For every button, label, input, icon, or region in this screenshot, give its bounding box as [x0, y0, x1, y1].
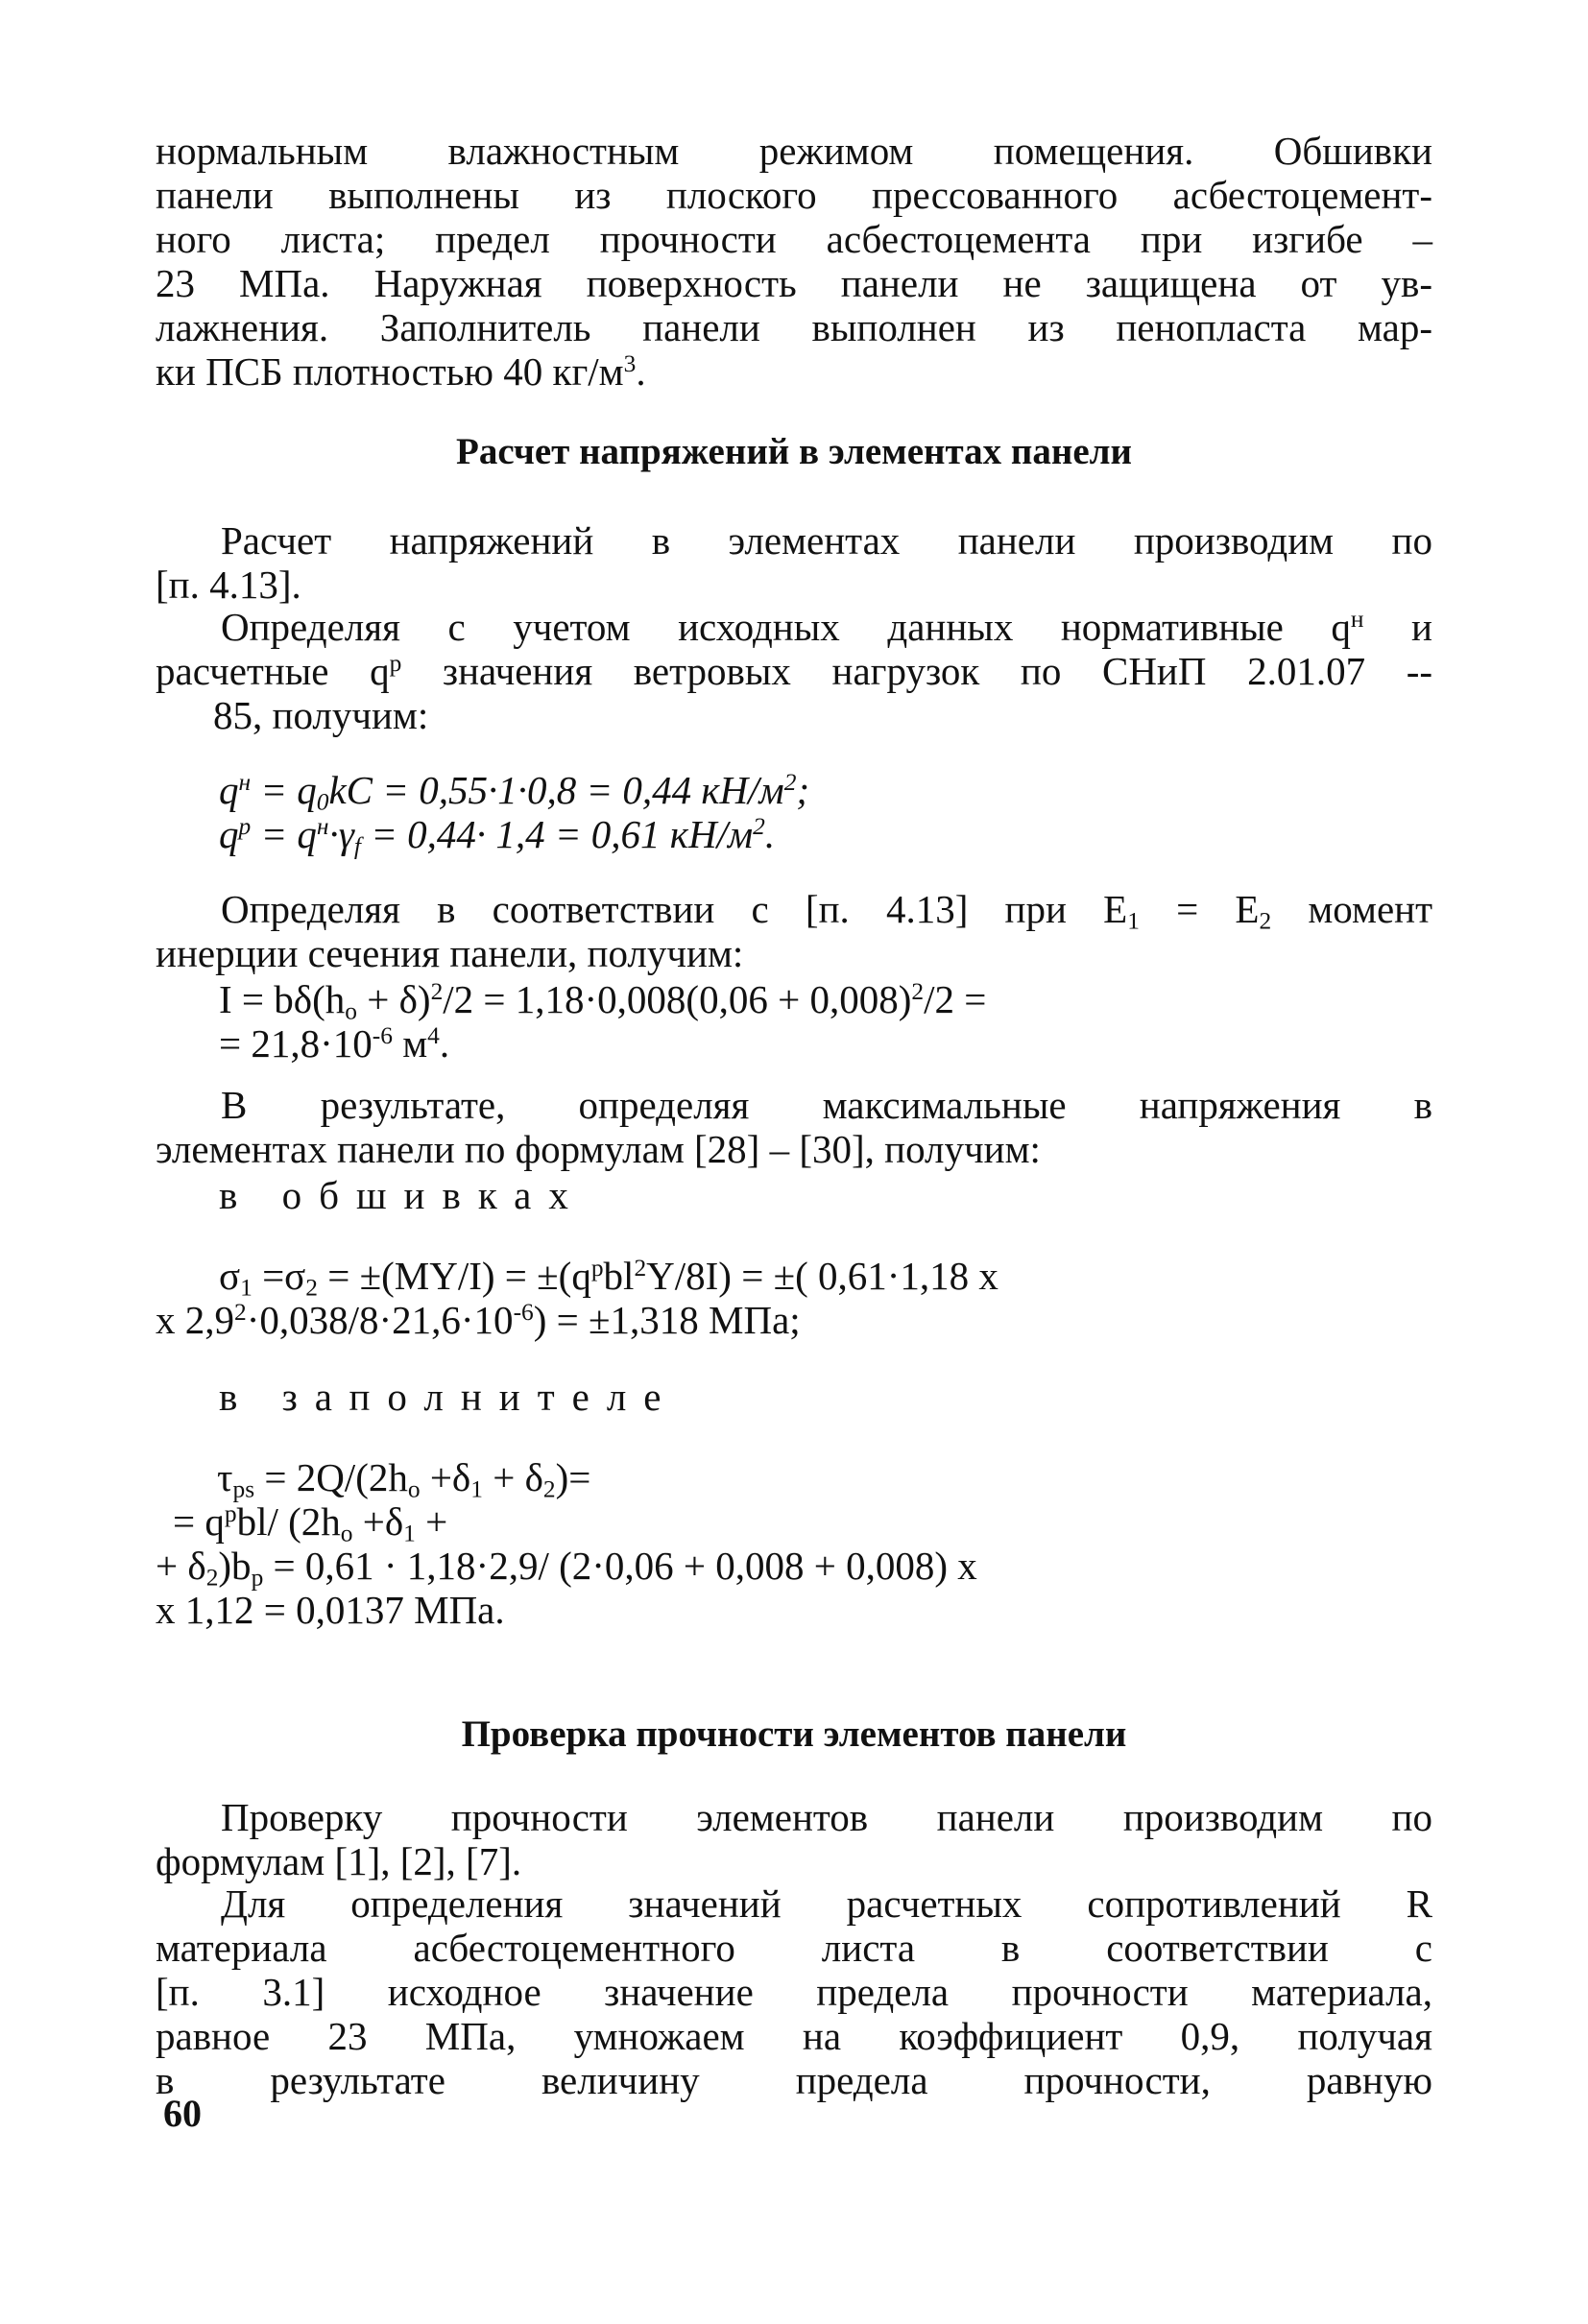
text-line: лажнения. Заполнитель панели выполнен из пенопласта мар-: [156, 305, 1432, 349]
paragraph-loads-line3: 85, получим:: [213, 693, 429, 737]
equation-shear-stress-line2: = $q^рbl/$ ($2h_o +\delta_1$ +: [173, 1499, 448, 1547]
paragraph-max-stress-line2: элементах панели по формулам [28] – [30], получим:: [156, 1127, 1041, 1171]
paragraph-inertia-line2: инерции сечения панели, получим:: [156, 931, 744, 975]
equation-moment-of-inertia: $I = b\delta(h_o + \delta)^2/2 = 1,18\cdot 0,008(0,06 + 0,008)^2/2$ =: [219, 977, 987, 1025]
text-line: [п. 3.1] исходное значение предела прочности материала,: [156, 1970, 1432, 2014]
paragraph-strength-check: [156, 1795, 1432, 1839]
text-line: Проверку прочности элементов панели производим по: [221, 1795, 1432, 1839]
intro-paragraph: [156, 129, 1432, 394]
paragraph-strength-check-line2: формулам [1], [2], [7].: [156, 1839, 522, 1883]
paragraph-max-stress: [156, 1083, 1432, 1127]
paragraph-stress-calc-end: [п. 4.13].: [156, 563, 301, 607]
label-skin: в обшивках: [219, 1173, 586, 1217]
text-line: Для определения значений расчетных сопротивлений R: [221, 1881, 1432, 1926]
paragraph-loads-line2: [156, 649, 1432, 693]
equation-moment-of-inertia-result: = $21,8\cdot 10^{-6}$ $м^4$.: [219, 1021, 450, 1066]
equation-shear-stress-result: x 1,12 = 0,0137 МПа.: [156, 1588, 505, 1632]
text-line: панели выполнены из плоского прессованного асбестоцемент-: [156, 173, 1432, 217]
text-line: нормальным влажностным режимом помещения. Обшивки: [156, 129, 1432, 173]
paragraph-inertia: [156, 887, 1433, 935]
text-line: равное 23 МПа, умножаем на коэффициент 0,9, получая: [156, 2014, 1432, 2058]
section-heading-stresses: Расчет напряжений в элементах панели: [456, 431, 1132, 472]
equation-design-load: $q^р = q^н\cdot\gamma_f = 0,44\cdot 1,4 = 0,61$ $кН/м^2$.: [219, 812, 776, 860]
label-filler: в заполнителе: [219, 1375, 679, 1419]
text-line: материала асбестоцементного листа в соответствии с: [156, 1926, 1432, 1970]
text-line: В результате, определяя максимальные напряжения в: [221, 1083, 1432, 1127]
text-line: 23 МПа. Наружная поверхность панели не защищена от ув-: [156, 261, 1432, 305]
paragraph-resistance-cont: [156, 1926, 1432, 2102]
text-line: ного листа; предел прочности асбестоцемента при изгибе –: [156, 217, 1432, 261]
equation-skin-stress: $\sigma_1 =\sigma_2 = \pm(MY/I) = \pm(q^рbl^2Y/8I)$ = ±( 0,61·1,18 x: [219, 1254, 999, 1302]
text-line: Определяя с учетом исходных данных нормативные $q^н$ и: [221, 605, 1432, 649]
page-number: 60: [163, 2092, 202, 2135]
text-line: Расчет напряжений в элементах панели производим по: [221, 518, 1432, 563]
equation-shear-stress: $\tau_{ps} = 2Q/(2h_o +\delta_1 + \delta_2)=$: [217, 1455, 591, 1503]
paragraph-resistance: [156, 1881, 1432, 1926]
section-heading-strength-check: Проверка прочности элементов панели: [461, 1713, 1127, 1755]
paragraph-stress-calc: [156, 518, 1432, 563]
equation-normative-load: $q^н = q_0kC = 0,55\cdot 1\cdot 0,8 = 0,44$ $кН/м^2$;: [219, 768, 810, 816]
equation-skin-stress-result: x $2,9^2\cdot 0,038/8\cdot 21,6\cdot 10^{-6}) = \pm 1,318$ МПа;: [156, 1298, 801, 1342]
text-line: в результате величину предела прочности, равную: [156, 2058, 1432, 2102]
text-line: Определяя в соответствии с [п. 4.13] при $E_1 = E_2$ момент: [221, 887, 1433, 935]
text-line: ки ПСБ плотностью 40 $кг/м^3$.: [156, 349, 646, 394]
text-line: расчетные $q^р$ значения ветровых нагрузок по СНиП 2.01.07 --: [156, 649, 1433, 693]
equation-shear-stress-line3: + $\delta_2)b_p = 0,61 \cdot 1,18\cdot 2,9/$ (2·0,06 + 0,008 + 0,008) x: [156, 1544, 977, 1592]
paragraph-loads: [156, 605, 1432, 649]
